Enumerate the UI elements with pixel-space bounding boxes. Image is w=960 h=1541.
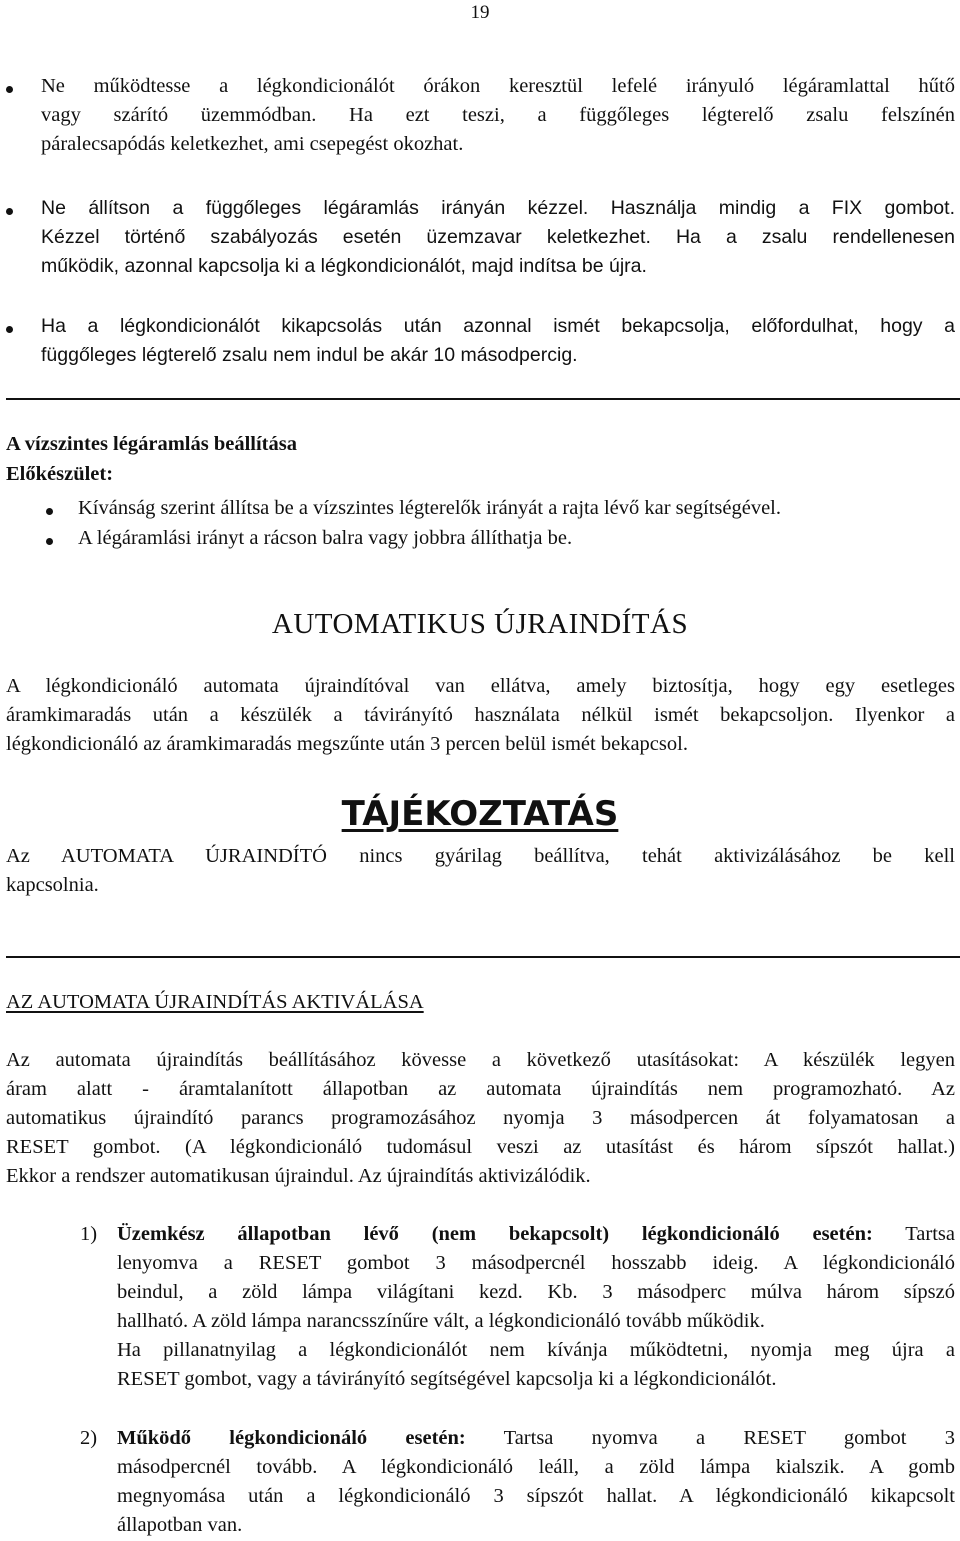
step-line: megnyomása után a légkondicionáló 3 sípszót hallat. A légkondicionáló kikapcsolt	[117, 1485, 955, 1507]
paragraph-line: Az automata újraindítás beállításához kövesse a következő utasításokat: A készülék legyen	[6, 1049, 955, 1071]
paragraph-line: Az AUTOMATA ÚJRAINDÍTÓ nincs gyárilag beállítva, tehát aktivizálásához be kell	[6, 845, 955, 867]
step-first-rest: Tartsa nyomva a RESET gombot 3	[465, 1427, 955, 1449]
bullet-line: működik, azonnal kapcsolja ki a légkondicionálót, majd indítsa be újra.	[41, 255, 647, 277]
step-first-rest: Tartsa	[872, 1223, 956, 1245]
step-first-line	[117, 1220, 955, 1249]
step-line: RESET gombot, vagy a távirányító segítségével kapcsolja ki a légkondicionálót.	[117, 1368, 777, 1390]
bullet-line: A légáramlási irányt a rácson balra vagy jobbra állíthatja be.	[78, 527, 573, 549]
preparation-label: Előkészület:	[6, 463, 114, 485]
bullet-line: Ne állítson a függőleges légáramlás irányán kézzel. Használja mindig a FIX gombot.	[41, 197, 955, 219]
step-number: 1)	[80, 1223, 98, 1245]
step-line: állapotban van.	[117, 1514, 243, 1536]
step-line: beindul, a zöld lámpa világítani kezd. Kb. 3 másodperc múlva három sípszó	[117, 1281, 955, 1303]
bullet-dot-icon	[6, 326, 13, 333]
paragraph-line: kapcsolnia.	[6, 874, 99, 896]
bullet-line: páralecsapódás keletkezhet, ami csepegést okozhat.	[41, 133, 464, 155]
step-line: Ha pillanatnyilag a légkondicionálót nem kívánja működtetni, nyomja meg újra a	[117, 1339, 955, 1361]
paragraph-line: áramkimaradás után a készülék a távirányító használata nélkül ismét bekapcsoljon. Ilyenkor a	[6, 704, 955, 726]
step-first-line	[117, 1424, 955, 1453]
bullet-dot-icon	[46, 508, 53, 515]
bullet-line: vagy szárító üzemmódban. Ha ezt teszi, a függőleges légterelő zsalu felszínén	[41, 104, 955, 126]
bullet-line: Ha a légkondicionálót kikapcsolás után azonnal ismét bekapcsolja, előfordulhat, hogy a	[41, 315, 955, 337]
paragraph-line: Ekkor a rendszer automatikusan újraindul. Az újraindítás aktivizálódik.	[6, 1165, 591, 1187]
bullet-dot-icon	[6, 208, 13, 215]
step-line: másodpercnél tovább. A légkondicionáló leáll, a zöld lámpa kialszik. A gomb	[117, 1456, 955, 1478]
section-divider	[6, 956, 960, 958]
activation-title: AZ AUTOMATA ÚJRAINDÍTÁS AKTIVÁLÁSA	[6, 991, 424, 1013]
paragraph-line: áram alatt - áramtalanított állapotban az automata újraindítás nem programozható. Az	[6, 1078, 955, 1100]
horizontal-airflow-heading: A vízszintes légáramlás beállítása	[6, 433, 297, 455]
step-condition: Üzemkész állapotban lévő (nem bekapcsolt) légkondicionáló esetén:	[117, 1223, 873, 1245]
paragraph-line: automatikus újraindító parancs programozásához nyomja 3 másodpercen át folyamatosan a	[6, 1107, 955, 1129]
page-number: 19	[470, 2, 490, 23]
bullet-dot-icon	[6, 86, 13, 93]
paragraph-line: RESET gombot. (A légkondicionáló tudomásul veszi az utasítást és három sípszót hallat.)	[6, 1136, 955, 1158]
bullet-line: Kézzel történő szabályozás esetén üzemzavar keletkezhet. Ha a zsalu rendellenesen	[41, 226, 955, 248]
step-condition: Működő légkondicionáló esetén:	[117, 1427, 466, 1449]
info-title: TÁJÉKOZTATÁS	[341, 794, 619, 834]
bullet-line: Ne működtesse a légkondicionálót órákon keresztül lefelé irányuló légáramlattal hűtő	[41, 75, 955, 97]
auto-restart-title: AUTOMATIKUS ÚJRAINDÍTÁS	[271, 608, 689, 640]
step-number: 2)	[80, 1427, 98, 1449]
step-line: hallható. A zöld lámpa narancsszínűre vált, a légkondicionáló tovább működik.	[117, 1310, 765, 1332]
step-line: lenyomva a RESET gombot 3 másodpercnél hosszabb ideig. A légkondicionáló	[117, 1252, 955, 1274]
paragraph-line: légkondicionáló az áramkimaradás megszűnte után 3 percen belül ismét bekapcsol.	[6, 733, 688, 755]
section-divider	[6, 398, 960, 400]
bullet-dot-icon	[46, 538, 53, 545]
bullet-line: függőleges légterelő zsalu nem indul be akár 10 másodpercig.	[41, 344, 578, 366]
bullet-line: Kívánság szerint állítsa be a vízszintes légterelők irányát a rajta lévő kar segítségével.	[78, 497, 781, 519]
paragraph-line: A légkondicionáló automata újraindítóval van ellátva, amely biztosítja, hogy egy esetleges	[6, 675, 955, 697]
